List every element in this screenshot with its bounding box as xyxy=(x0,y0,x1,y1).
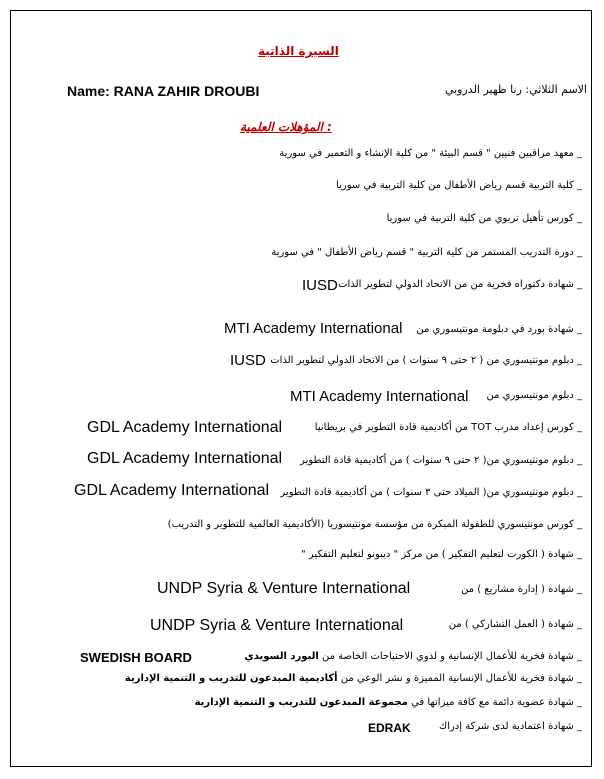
name-arabic: الاسم الثلاثي: رنا ظهير الدروبي xyxy=(444,83,587,96)
qualification-item: _ دورة التدريب المستمر من كلية التربية " قسم رياض الأطفال " في سورية xyxy=(271,247,582,258)
qualification-item: _ كلية التربية قسم رياض الأطفال من كلية التربية في سوريا xyxy=(336,180,582,191)
qualification-item: _ شهادة فخرية للأعمال الإنسانية المميزة و نشر الوعي من أكاديمية المبدعون للتدريب و التنمية الإدارية xyxy=(124,673,582,684)
qualification-item: _ شهادة اعتمادية لدى شركة إدراك xyxy=(438,721,582,732)
qualification-item: _ شهادة عضوية دائمة مع كافة ميزاتها في مجموعة المبدعون للتدريب و التنمية الإدارية xyxy=(194,697,582,708)
qualification-item: _ معهد مراقبين فنيين " قسم البيئة " من كلية الإنشاء و التعمير في سورية xyxy=(279,148,582,159)
qualification-item-english: MTI Academy International xyxy=(290,388,469,405)
qualification-item-english: UNDP Syria & Venture International xyxy=(150,617,404,634)
qualification-item-english: GDL Academy International xyxy=(74,482,270,499)
qualification-item: _ دبلوم مونتيسوري من( الميلاد حتى ٣ سنوات ) من أكاديمية قادة التطوير xyxy=(280,487,582,498)
qualification-item: _ شهادة دكتوراه فخرية من من الاتحاد الدولي لتطوير الذات xyxy=(338,279,582,290)
qualification-item: _ شهادة ( العمل التشاركي ) من xyxy=(448,619,582,630)
qualification-item: _ كورس إعداد مدرب TOT من أكاديمية قادة التطوير في بريطانيا xyxy=(314,422,582,433)
qualification-item: _ دبلوم مونتيسوري من xyxy=(486,390,582,401)
qualification-item: _ كورس مونتيسوري للطفولة المبكرة من مؤسسة مونتيسوريا (الأكاديمية العالمية للتطوير و التدريب) xyxy=(167,519,582,530)
qualification-item: _ شهادة ( الكورت لتعليم التفكير ) من مركز " ديبونو لتعليم التفكير " xyxy=(301,549,582,560)
qualification-item-english: MTI Academy International xyxy=(224,320,403,337)
qualification-item-english: GDL Academy International xyxy=(87,419,283,436)
qualification-item-english: EDRAK xyxy=(368,721,411,735)
document-title: السيرة الذاتية xyxy=(258,44,339,58)
name-english: Name: RANA ZAHIR DROUBI xyxy=(67,83,260,99)
qualification-item-english: IUSD xyxy=(302,277,338,294)
qualifications-heading: المؤهلات العلمية : xyxy=(240,120,332,134)
qualification-item-english: SWEDISH BOARD xyxy=(80,650,192,665)
qualification-item-english: IUSD xyxy=(230,352,266,369)
qualification-item: _ كورس تأهيل تربوي من كلية التربية في سوريا xyxy=(386,213,582,224)
qualification-item: _ شهادة فخرية للأعمال الإنسانية و لذوي الاحتياجات الخاصة من البورد السويدي xyxy=(244,651,582,662)
qualification-item: _ دبلوم مونتيسوري من ( ٢ حتى ٩ سنوات ) من الاتحاد الدولي لتطوير الذات xyxy=(270,355,582,366)
qualification-item: _ شهادة ( إدارة مشاريع ) من xyxy=(461,584,582,595)
qualification-item: _ شهادة بورد في دبلومة مونتيسوري من xyxy=(416,324,582,335)
qualification-item-english: GDL Academy International xyxy=(87,450,283,467)
qualification-item: _ دبلوم مونتيسوري من( ٢ حتى ٩ سنوات ) من أكاديمية قادة التطوير xyxy=(300,455,582,466)
qualification-item-english: UNDP Syria & Venture International xyxy=(157,580,411,597)
